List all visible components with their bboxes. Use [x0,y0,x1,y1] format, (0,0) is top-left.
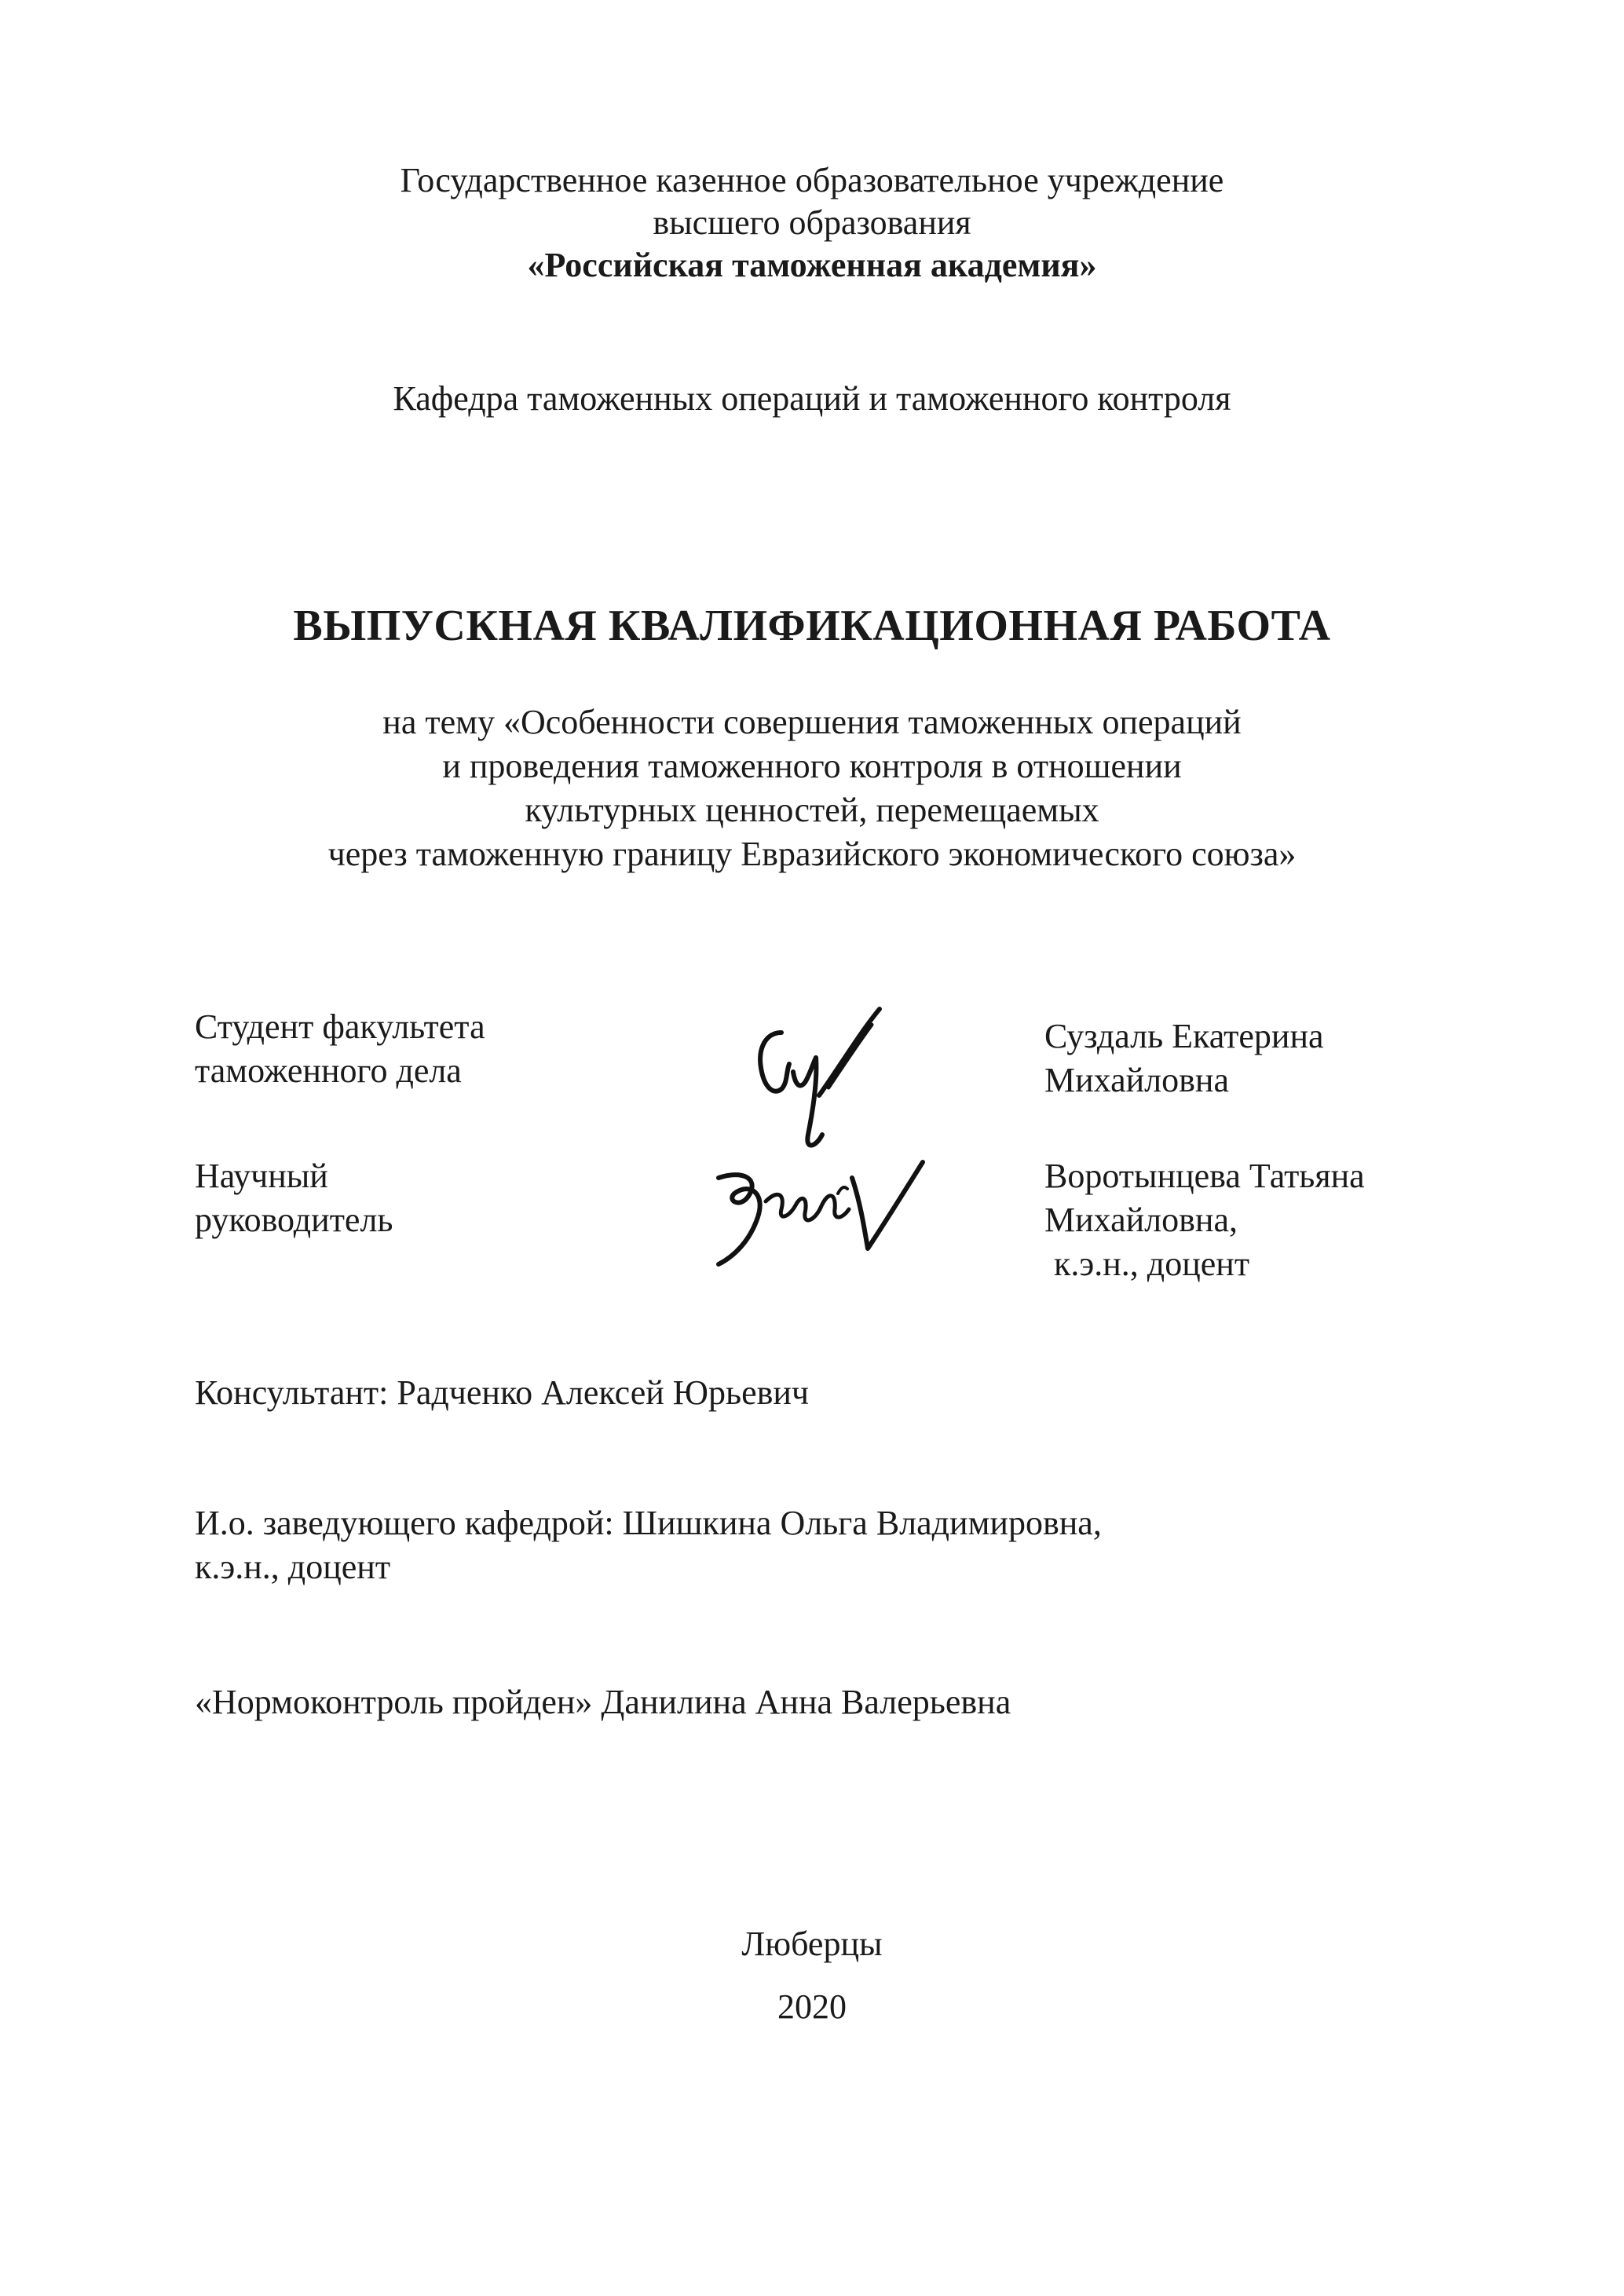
supervisor-role-line-2: руководитель [195,1201,393,1239]
consultant: Консультант: Радченко Алексей Юрьевич [195,1373,810,1412]
year: 2020 [777,1987,847,2026]
norm-control: «Нормоконтроль пройден» Данилина Анна Валерьевна [195,1683,1011,1721]
topic-line-1: на тему «Особенности совершения таможенных операций [382,703,1242,741]
supervisor-role-line-1: Научный [195,1157,328,1195]
department: Кафедра таможенных операций и таможенного контроля [393,379,1231,418]
work-title: ВЫПУСКНАЯ КВАЛИФИКАЦИОННАЯ РАБОТА [293,601,1331,650]
student-name-line-1: Суздаль Екатерина [1044,1017,1324,1055]
institution-line-2: высшего образования [653,203,971,242]
head-of-department-line-1: И.о. заведующего кафедрой: Шишкина Ольга Владимировна, [195,1504,1102,1542]
head-of-department-line-2: к.э.н., доцент [195,1548,391,1586]
supervisor-name-line-1: Воротынцева Татьяна [1044,1157,1365,1195]
student-name-line-2: Михайловна [1044,1061,1229,1099]
supervisor-name-line-2: Михайловна, [1044,1201,1238,1239]
topic-line-4: через таможенную границу Евразийского экономического союза» [327,835,1297,873]
supervisor-name-line-3: к.э.н., доцент [1054,1245,1250,1283]
institution-name: «Российская таможенная академия» [527,246,1097,284]
topic-line-3: культурных ценностей, перемещаемых [525,791,1099,829]
topic-line-2: и проведения таможенного контроля в отношении [442,747,1182,785]
student-role-line-2: таможенного дела [195,1051,462,1090]
student-signature [750,1001,891,1158]
supervisor-signature [703,1146,931,1280]
student-role-line-1: Студент факультета [195,1007,485,1046]
institution-line-1: Государственное казенное образовательное учреждение [400,161,1224,199]
city: Люберцы [741,1925,883,1963]
